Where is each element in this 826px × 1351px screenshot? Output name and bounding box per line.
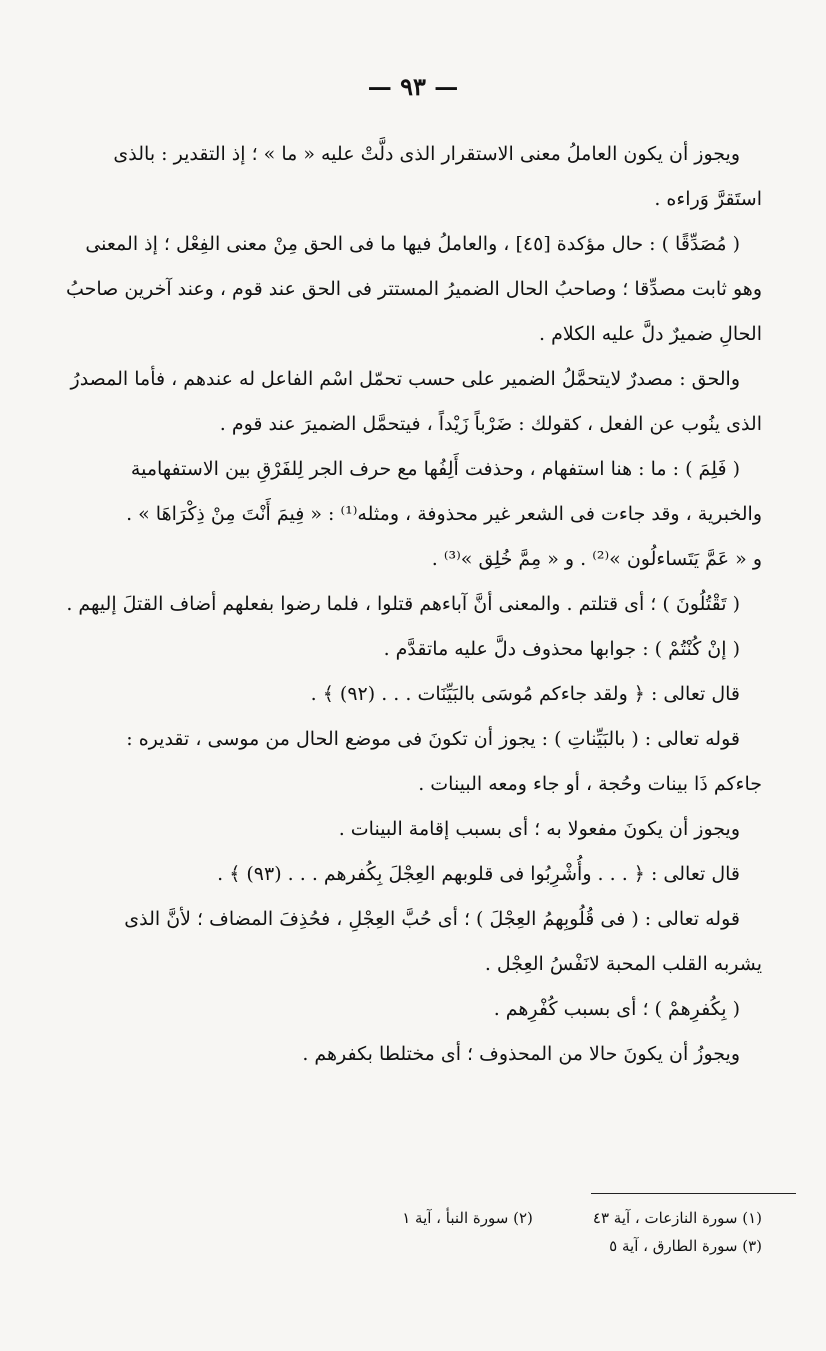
text-line: والخبرية ، وقد جاءت فى الشعر غير محذوفة ، ومثله⁽¹⁾ : « فِيمَ أَنْتَ مِنْ ذِكْرَاهَا » .: [126, 503, 762, 525]
page-number: — ٩٣ —: [367, 72, 459, 101]
footnote-line-1: [62, 1204, 762, 1232]
text-line: جاءكم ذَا بينات وحُجة ، أو جاء ومعه البينات .: [418, 773, 762, 795]
text-line: قوله تعالى : ( بالبَيِّناتِ ) : يجوز أن تكونَ فى موضع الحال من موسى ، تقديره :: [126, 728, 740, 750]
text-line: ويجوز أن يكونَ مفعولا به ؛ أى بسبب إقامة البينات .: [338, 818, 740, 840]
text-line: ( إنْ كُنْتُمْ ) : جوابها محذوف دلَّ عليه ماتقدَّم .: [383, 638, 740, 660]
text-line: ( بِكُفرِهمْ ) ؛ أى بسبب كُفْرِهم .: [493, 998, 740, 1020]
footnote-3: (٣) سورة الطارق ، آية ٥: [609, 1237, 762, 1255]
text-line: الحالِ ضميرٌ دلَّ عليه الكلام .: [539, 323, 762, 345]
text-line: ( مُصَدِّقًا ) : حال مؤكدة [٤٥] ، والعاملُ فيها ما فى الحق مِنْ معنى الفِعْل ؛ إذ المعنى: [85, 233, 740, 255]
footnote-divider: [591, 1193, 796, 1194]
text-line: قال تعالى : ﴿ . . . وأُشْرِبُوا فى قلوبهم العِجْلَ بِكُفرهم . . . (٩٣) ﴾ .: [217, 863, 740, 885]
footnote-line-2: [62, 1232, 762, 1260]
text-line: ( تَقْتُلُونَ ) ؛ أى قتلتم . والمعنى أنَّ آباءهم قتلوا ، فلما رضوا بفعلهم أضاف القتلَ إليهم .: [66, 593, 740, 615]
footnotes: [62, 1204, 762, 1260]
text-line: قوله تعالى : ( فى قُلُوبِهمُ العِجْلَ ) ؛ أى حُبَّ العِجْلِ ، فحُذِفَ المضاف ؛ لأنَّ الذى: [124, 908, 740, 930]
text-line: ويجوز أن يكون العاملُ معنى الاستقرار الذى دلَّتْ عليه « ما » ؛ إذ التقدير : بالذى: [113, 143, 740, 165]
body-text: [62, 132, 762, 1077]
footnote-1: (١) سورة النازعات ، آية ٤٣: [592, 1209, 762, 1227]
footnote-2: (٢) سورة النبأ ، آية ١: [402, 1209, 533, 1227]
text-line: يشربه القلب المحبة لانَفْسُ العِجْل .: [484, 953, 762, 975]
text-line: الذى ينُوب عن الفعل ، كقولك : ضَرْباً زَيْداً ، فيتحمَّل الضميرَ عند قوم .: [219, 413, 762, 435]
text-line: والحق : مصدرٌ لايتحمَّلُ الضمير على حسب تحمّل اسْم الفاعل له عندهم ، فأما المصدرُ: [70, 368, 740, 390]
text-line: قال تعالى : ﴿ ولقد جاءكم مُوسَى بالبَيِّنَات . . . (٩٢) ﴾ .: [310, 683, 740, 705]
text-line: ( فَلِمَ ) : ما : هنا استفهام ، وحذفت أَلِفُها مع حرف الجر لِلفَرْقِ بين الاستفهامية: [130, 458, 740, 480]
text-line: ويجوزُ أن يكونَ حالا من المحذوف ؛ أى مختلطا بكفرهم .: [302, 1043, 740, 1065]
text-line: استَقرَّ وَراءه .: [654, 188, 762, 210]
text-line: وهو ثابت مصدِّقا ؛ وصاحبُ الحال الضميرُ المستتر فى الحق عند قوم ، وعند آخرين صاحبُ: [65, 278, 762, 300]
text-line: و « عَمَّ يَتَساءلُون »⁽²⁾ . و « مِمَّ خُلِق »⁽³⁾ .: [431, 548, 762, 570]
